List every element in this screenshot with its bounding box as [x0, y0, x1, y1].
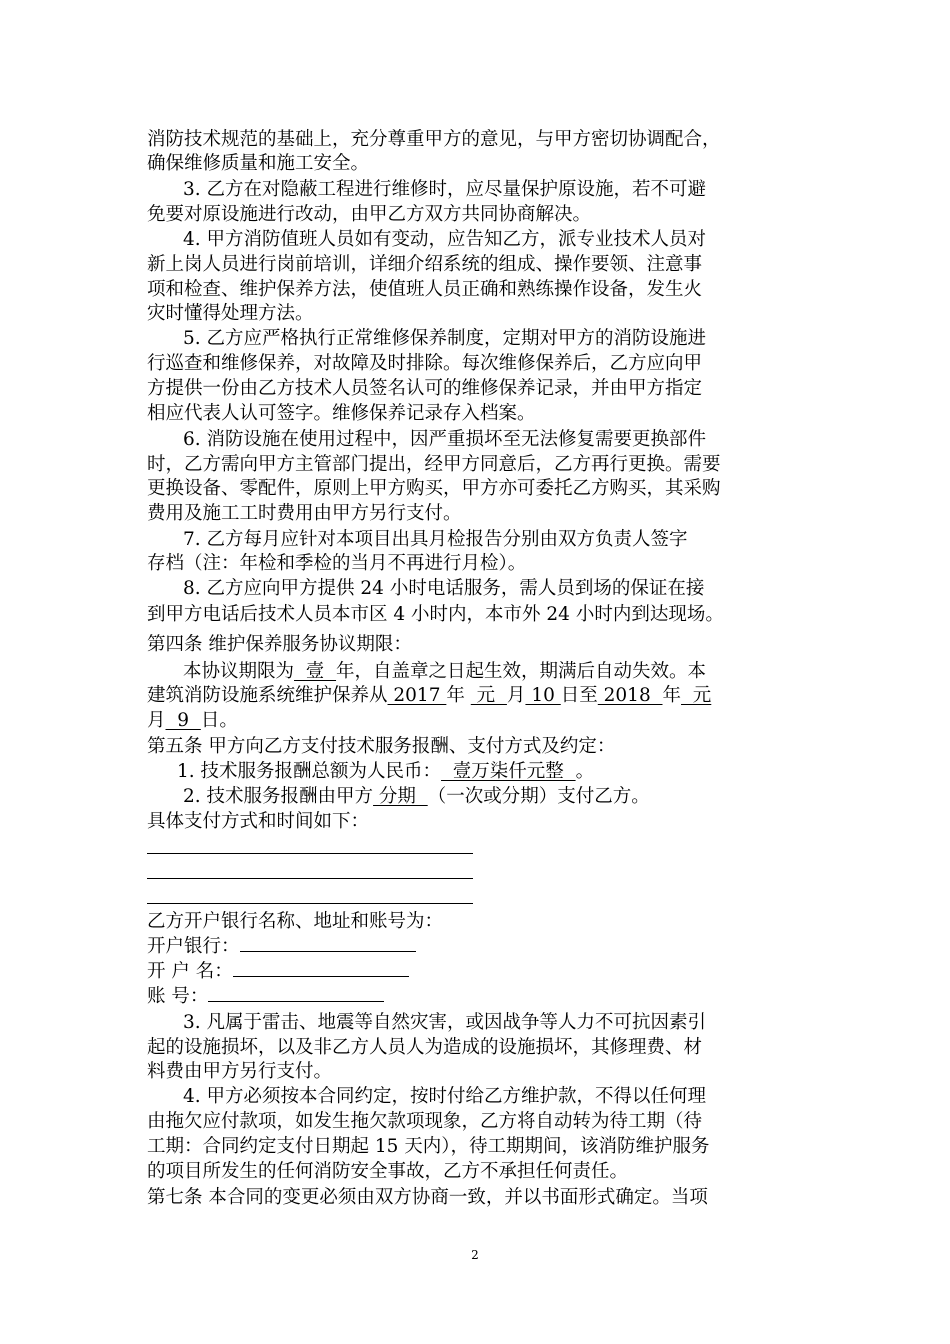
end-year-field: 2018 [597, 685, 663, 706]
payment-schedule-label: 具体支付方式和时间如下： [147, 811, 370, 832]
account-number-blank [208, 985, 384, 1002]
term-line-1: 本协议期限为 壹 年，自盖章之日起生效，期满后自动失效。本 [183, 661, 707, 682]
article-5-heading: 第五条 甲方向乙方支付技术服务报酬、支付方式及约定： [147, 736, 616, 757]
clause-3-line: 3. 乙方在对隐蔽工程进行维修时，应尽量保护原设施，若不可避 [183, 179, 707, 200]
start-day-field: 10 [525, 685, 561, 706]
paragraph-line: 的项目所发生的任何消防安全事故，乙方不承担任何责任。 [147, 1161, 629, 1182]
paragraph-line: 相应代表人认可签字。维修保养记录存入档案。 [147, 403, 536, 424]
blank-line [147, 903, 473, 904]
account-number-row: 账 号： [147, 985, 384, 1009]
article-7-line: 第七条 本合同的变更必须由双方协商一致，并以书面形式确定。当项 [147, 1187, 708, 1208]
start-month-field: 元 [470, 685, 507, 706]
paragraph-line: 料费由甲方另行支付。 [147, 1061, 333, 1082]
paragraph-line: 消防技术规范的基础上，充分尊重甲方的意见，与甲方密切协调配合， [147, 129, 721, 150]
clause-5-line: 5. 乙方应严格执行正常维修保养制度，定期对甲方的消防设施进 [183, 328, 707, 349]
paragraph-line: 工期：合同约定支付日期起 15 天内），待工期期间，该消防维护服务 [147, 1136, 710, 1157]
bank-name-row: 开户银行： [147, 935, 416, 959]
paragraph-line: 新上岗人员进行岗前培训，详细介绍系统的组成、操作要领、注意事 [147, 254, 703, 275]
paragraph-line: 时，乙方需向甲方主管部门提出，经甲方同意后，乙方再行更换。需要 [147, 454, 721, 475]
paragraph-line: 项和检查、维护保养方法，使值班人员正确和熟练操作设备，发生火 [147, 279, 703, 300]
end-month-field: 元 [681, 685, 712, 706]
paragraph-line: 确保维修质量和施工安全。 [147, 153, 370, 174]
paragraph-line: 由拖欠应付款项，如发生拖欠款项现象，乙方将自动转为待工期（待 [147, 1111, 703, 1132]
paragraph-line: 费用及施工工时费用由甲方另行支付。 [147, 503, 462, 524]
bank-heading: 乙方开户银行名称、地址和账号为： [147, 911, 444, 932]
bank-name-blank [240, 935, 416, 952]
term-line-3: 月 9 日。 [147, 710, 238, 731]
page-number: 2 [471, 1248, 479, 1262]
blank-line [147, 853, 473, 854]
article-4-heading: 第四条 维护保养服务协议期限： [147, 634, 412, 655]
paragraph-line: 灾时懂得处理方法。 [147, 303, 314, 324]
clause-6-line: 6. 消防设施在使用过程中，因严重损坏至无法修复需要更换部件 [183, 429, 707, 450]
blank-line [147, 878, 473, 879]
clause-8-line: 8. 乙方应向甲方提供 24 小时电话服务，需人员到场的保证在接 [183, 578, 705, 599]
paragraph-line: 存档（注：年检和季检的当月不再进行月检）。 [147, 553, 527, 574]
end-day-field: 9 [165, 710, 201, 731]
clause-7-line: 7. 乙方每月应针对本项目出具月检报告分别由双方负责人签字 [183, 529, 688, 550]
start-year-field: 2017 [387, 685, 447, 706]
paragraph-line: 更换设备、零配件，原则上甲方购买，甲方亦可委托乙方购买，其采购 [147, 478, 721, 499]
paragraph-line: 到甲方电话后技术人员本市区 4 小时内，本市外 24 小时内到达现场。 [147, 604, 724, 625]
payment-method-field: 分期 [373, 786, 428, 807]
payment-item-3-line: 3. 凡属于雷击、地震等自然灾害，或因战争等人力不可抗因素引 [183, 1012, 707, 1033]
payment-item-2: 2. 技术服务报酬由甲方 分期 （一次或分期）支付乙方。 [183, 786, 650, 807]
account-name-row: 开 户 名： [147, 960, 409, 984]
paragraph-line: 方提供一份由乙方技术人员签名认可的维修保养记录，并由甲方指定 [147, 378, 703, 399]
amount-field: 壹万柒仟元整 [441, 761, 576, 782]
paragraph-line: 行巡查和维修保养，对故障及时排除。每次维修保养后，乙方应向甲 [147, 353, 703, 374]
term-line-2: 建筑消防设施系统维护保养从 2017 年 元 月 10 日至 2018 年 元 [147, 685, 712, 706]
clause-4-line: 4. 甲方消防值班人员如有变动，应告知乙方，派专业技术人员对 [183, 229, 707, 250]
term-years-field: 壹 [294, 661, 337, 682]
payment-item-4-line: 4. 甲方必须按本合同约定，按时付给乙方维护款，不得以任何理 [183, 1086, 707, 1107]
paragraph-line: 起的设施损坏，以及非乙方人员人为造成的设施损坏，其修理费、材 [147, 1037, 703, 1058]
payment-item-1: 1. 技术服务报酬总额为人民币： 壹万柒仟元整 。 [177, 761, 595, 782]
account-name-blank [233, 960, 409, 977]
paragraph-line: 免要对原设施进行改动，由甲乙方双方共同协商解决。 [147, 204, 592, 225]
